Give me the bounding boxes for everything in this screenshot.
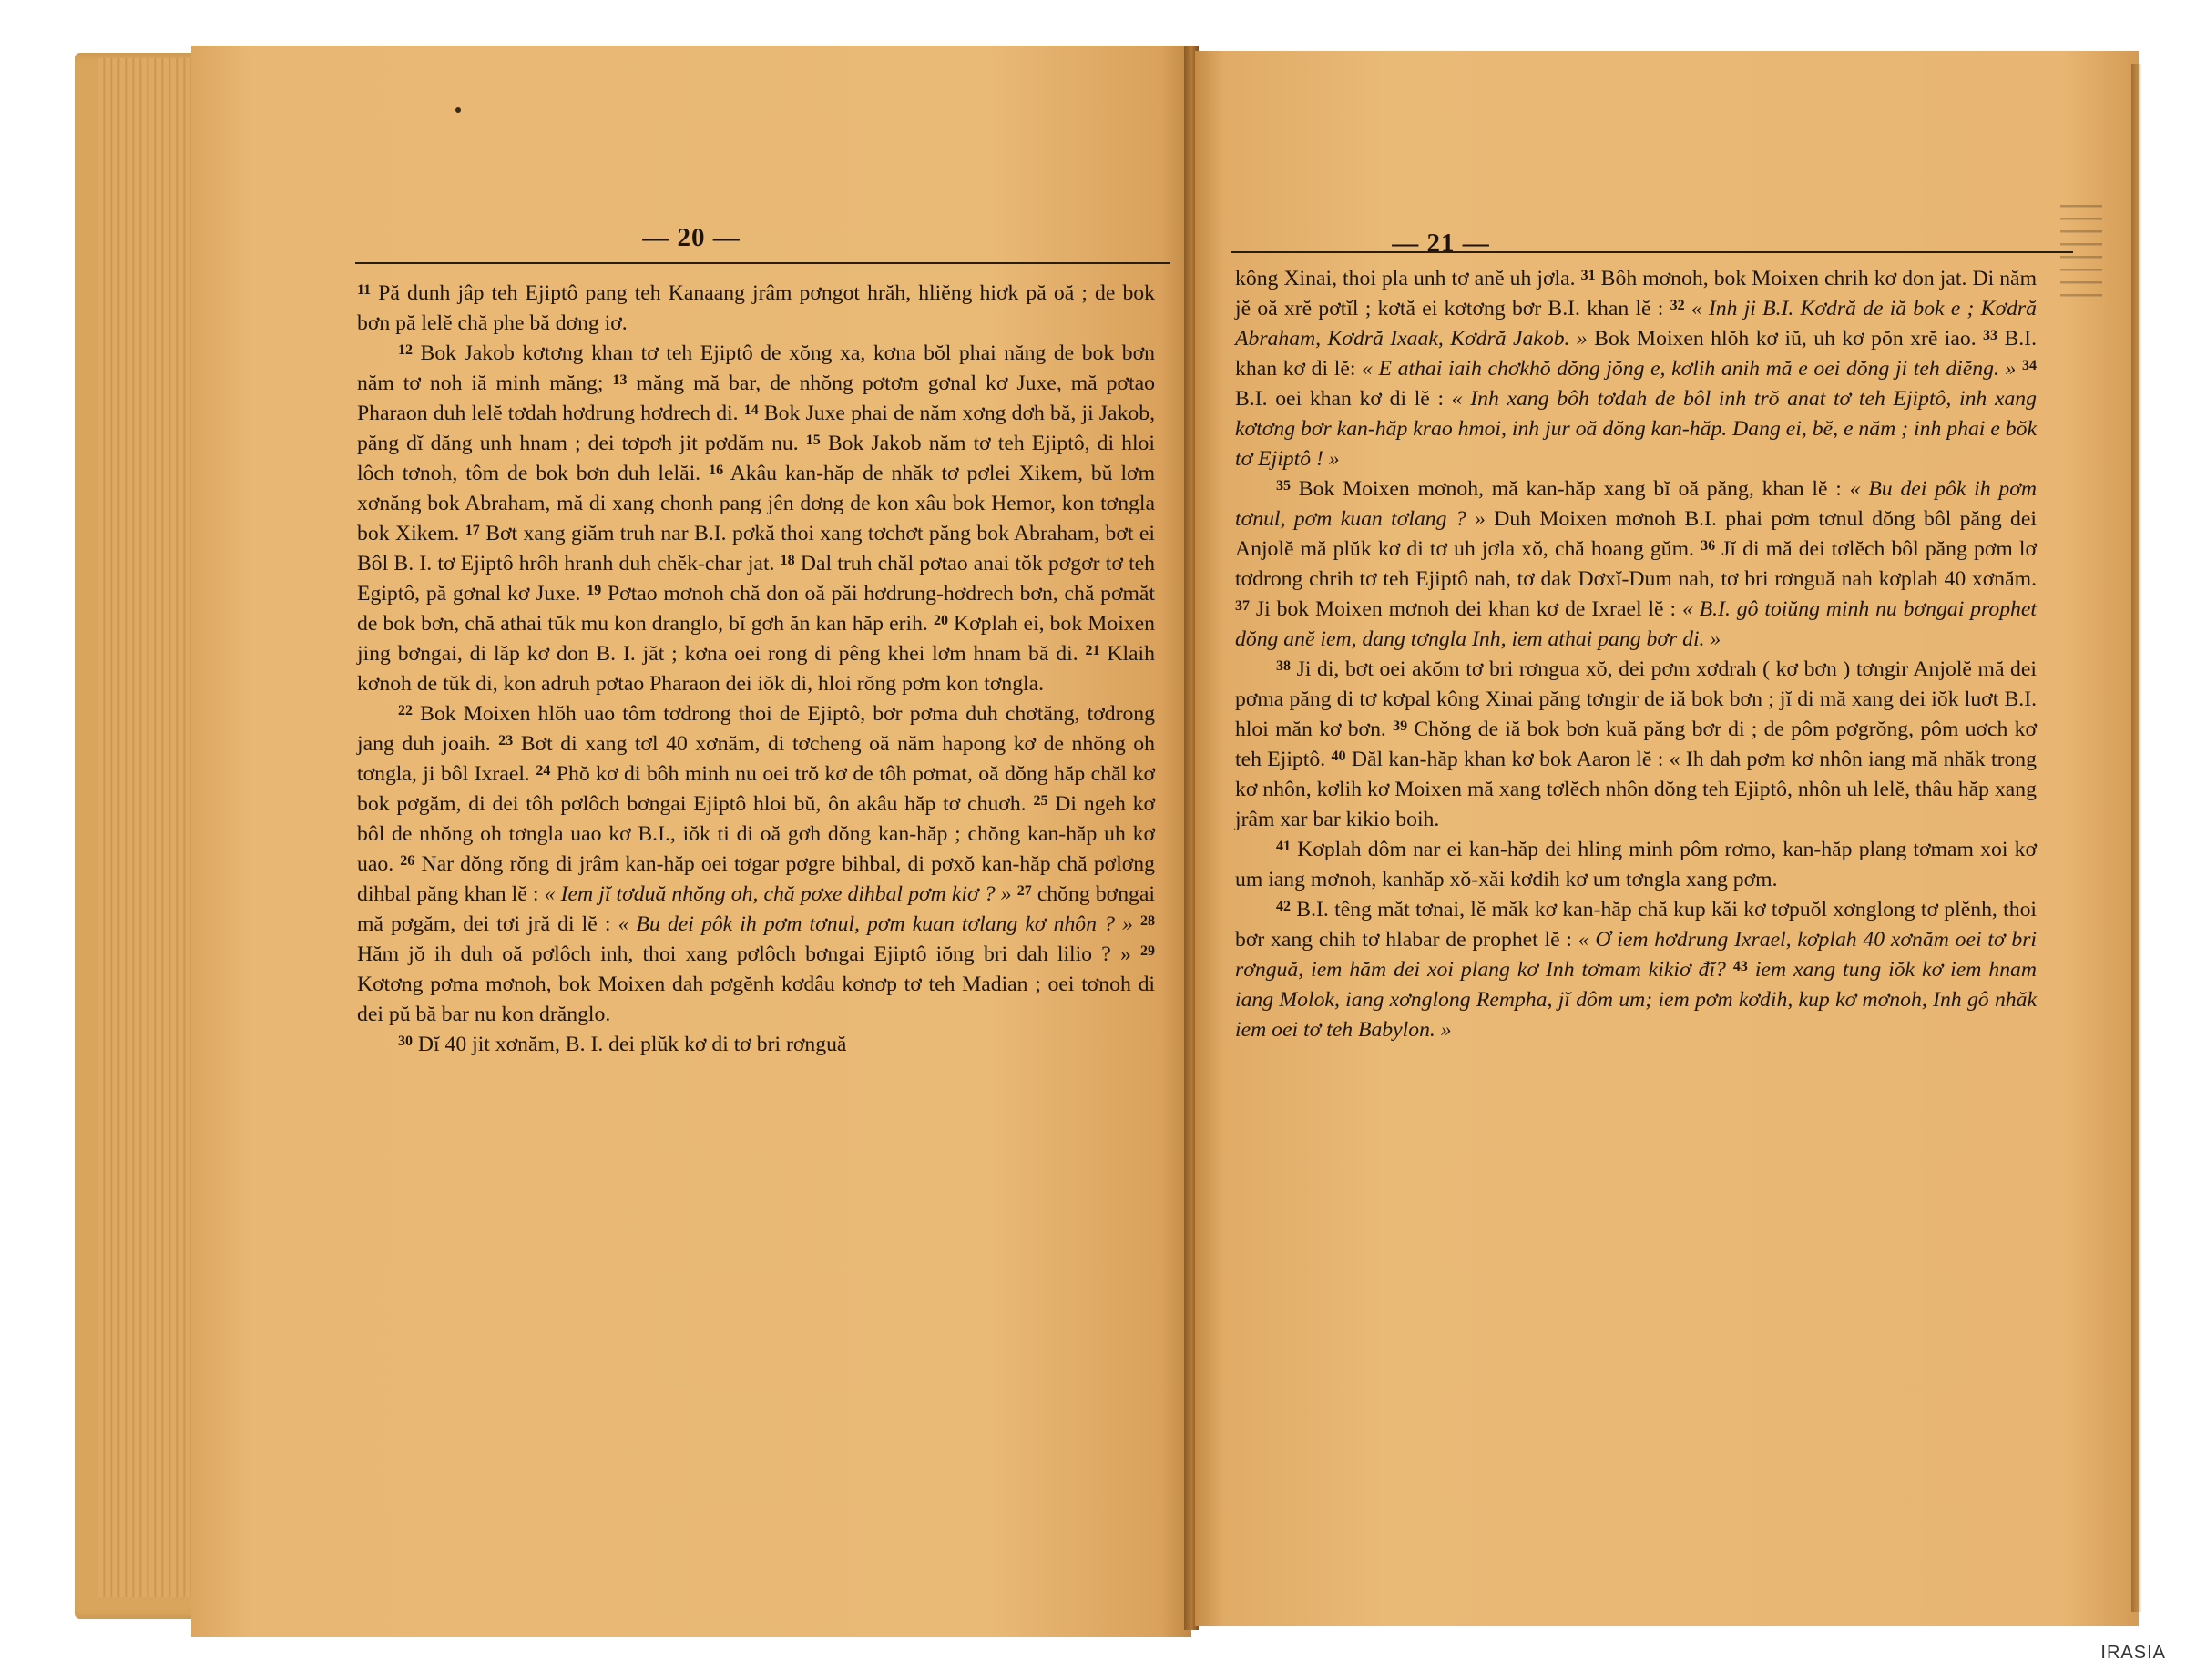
quoted-text: « B.I. gô toiŭng minh nu bơngai prophet dŏng anĕ iem, dang tơngla Inh, iem athai pang bơr di. » xyxy=(1235,597,2037,651)
paragraph xyxy=(1235,474,2037,655)
verse-number: 22 xyxy=(398,703,413,718)
verse-number: 17 xyxy=(465,523,480,538)
verse-text: Bơt di xang tơl 40 xơnăm, di tơcheng oă năm hapong kơ de nhŏng oh tơngla, ji bôl Ixrael. xyxy=(357,732,1155,786)
verse-number: 26 xyxy=(400,853,415,869)
verse-text: Jĭ di mă dei tơlĕch bôl păng pơm lơ tơdrong chrih tơ teh Ejiptô nah, tơ dak Dơxĭ-Dum nah, tơ bri rơnguă nah kơplah 40 xơnăm. xyxy=(1235,537,2037,591)
verse-number: 19 xyxy=(587,583,602,598)
verse-number: 11 xyxy=(357,282,372,298)
right-header-rule xyxy=(1231,251,2073,253)
left-page-number: — 20 — xyxy=(642,223,741,252)
verse-text: Bôh mơnoh, bok Moixen chrih kơ don jat. Di năm jĕ oă xrĕ pơtĭl ; kơtă ei kơtơng bơr B.I. khan lĕ : xyxy=(1235,267,2037,321)
verse-text: Akâu kan-hăp de nhăk tơ pơlei Xikem, bŭ lơm xơnăng bok Abraham, mă di xang chonh pang jên dơng de kon xâu bok Hemor, kon tơngla bok Xikem. xyxy=(357,462,1155,545)
verse-text: Bok Moixen hlŏh uao tôm tơdrong thoi de Ejiptô, bơr pơma duh chơtăng, tơdrong jang duh joaih. xyxy=(357,702,1155,756)
right-page-shadow xyxy=(2131,64,2142,1612)
paragraph xyxy=(1235,895,2037,1045)
verse-text: măng mă bar, de nhŏng pơtơm gơnal kơ Juxe, mă pơtao Pharaon duh lelĕ tơdah hơdrung hơdrech di. xyxy=(357,372,1155,425)
quoted-text: « E athai iaih chơkhŏ dŏng jŏng e, kơlih anih mă e oei dŏng ji teh diĕng. » xyxy=(1362,357,2017,381)
verse-text xyxy=(1748,958,1755,982)
verse-text: Pă dunh jâp teh Ejiptô pang teh Kanaang jrâm pơngot hrăh, hliĕng hiơk pă oă ; de bok bơn pă lelĕ chă phe bă dơng iơ. xyxy=(357,281,1155,335)
quoted-text: « Bu dei pôk ih pơm tơnul, pơm kuan tơlang kơ nhôn ? » xyxy=(618,912,1133,936)
verse-number: 33 xyxy=(1983,328,1998,343)
verse-number: 30 xyxy=(398,1033,413,1049)
paragraph xyxy=(1235,655,2037,835)
verse-number: 21 xyxy=(1085,643,1100,658)
quoted-text: « Iem jĭ tơduă nhŏng oh, chă pơxe dihbal pơm kiơ ? » xyxy=(544,882,1012,906)
verse-text: B.I. khan kơ di lĕ: xyxy=(1235,327,2037,381)
verse-text: Klaih kơnoh de tŭk di, kon adruh pơtao Pharaon dei iŏk di, hloi rŏng pơm kon tơngla. xyxy=(357,642,1155,696)
verse-text: Bok Jakob năm tơ teh Ejiptô, di hloi lôch tơnoh, tôm de bok bơn duh lelăi. xyxy=(357,432,1155,485)
verse-text: kông Xinai, thoi pla unh tơ anĕ uh jơla. xyxy=(1235,267,1581,290)
paragraph xyxy=(1235,835,2037,895)
paragraph xyxy=(357,279,1155,339)
verse-number: 25 xyxy=(1033,793,1048,809)
verse-number: 27 xyxy=(1016,883,1032,899)
verse-text: Phŏ kơ di bôh minh nu oei trŏ kơ de tôh pơmat, oă dŏng hăp chăl kơ bok pơgăm, di dei tôh pơlôch bơngai Ejiptô hloi bŭ, ôn akâu hăp tơ chuơh. xyxy=(357,762,1155,816)
verse-text: Hăm jŏ ih duh oă pơlôch inh, thoi xang pơlôch bơngai Ejiptô iŏng bri dah lilio ? » xyxy=(357,942,1140,966)
verse-number: 16 xyxy=(709,463,724,478)
watermark: IRASIA xyxy=(2100,1643,2166,1663)
verse-text: Dăl kan-hăp khan kơ bok Aaron lĕ : « Ih dah pơm kơ nhôn iang mă nhăk trong kơ nhôn, kơlih kơ Moixen mă xang tơlĕch nhôn dŏng teh Ejiptô, nhôn uh lelĕ, thâu hăp xang jrâm xar bar kikio boih. xyxy=(1235,748,2037,831)
verse-text: Nar dŏng rŏng di jrâm kan-hăp oei tơgar pơgre bihbal, di pơxŏ kan-hăp chă pơlơng dihbal păng khan lĕ : xyxy=(357,852,1155,906)
verse-text: Bok Juxe phai de năm xơng dơh bă, ji Jakob, păng dĭ dăng unh hnam ; dei tơpơh jit pơdăm nu. xyxy=(357,402,1155,455)
verse-text: Bok Moixen mơnoh, mă kan-hăp xang bĭ oă păng, khan lĕ : xyxy=(1291,477,1850,501)
verse-number: 31 xyxy=(1580,268,1596,283)
verse-text: Ji bok Moixen mơnoh dei khan kơ de Ixrael lĕ : xyxy=(1250,597,1682,621)
verse-number: 14 xyxy=(743,402,759,418)
verse-number: 18 xyxy=(780,553,795,568)
verse-text: chŏng bơngai mă pơgăm, dei tơi jră di lĕ : xyxy=(357,882,1155,936)
verse-number: 35 xyxy=(1276,478,1291,494)
verse-text: Dal truh chăl pơtao anai tŏk pơgơr tơ teh Egiptô, pă gơnal kơ Juxe. xyxy=(357,552,1156,606)
margin-marks xyxy=(2060,205,2102,305)
verse-number: 43 xyxy=(1732,959,1748,974)
paragraph xyxy=(357,699,1155,1030)
paragraph xyxy=(357,339,1155,699)
paragraph xyxy=(357,1030,1155,1060)
verse-number: 36 xyxy=(1701,538,1716,554)
left-page-text xyxy=(357,279,1155,1060)
verse-text: Ji di, bơt oei akŏm tơ bri rơngua xŏ, dei pơm xơdrah ( kơ bơn ) tơngir Anjolĕ mă dei pơma păng di tơ kơpal kông Xinai păng tơngir de iă bok bơn ; jĭ di mă xang dei iŏk luơt B.I. hloi măn kơ bơn. xyxy=(1235,657,2037,741)
right-page-text xyxy=(1235,264,2037,1045)
verse-number: 12 xyxy=(398,342,413,358)
verse-text: Duh Moixen mơnoh B.I. phai pơm tơnul dŏng bôl păng dei Anjolĕ mă plŭk kơ di tơ uh jơla xŏ, chă hoang gŭm. xyxy=(1235,507,2037,561)
verse-number: 34 xyxy=(2022,358,2038,373)
verse-number: 40 xyxy=(1331,748,1346,764)
verse-number: 15 xyxy=(805,433,821,448)
verse-text: B.I. têng măt tơnai, lĕ măk kơ kan-hăp chă kup kăi kơ tơpuŏl xơnglong tơ plĕnh, thoi bơr xang chih tơ hlabar de prophet lĕ : xyxy=(1235,898,2037,952)
verse-text: Bok Jakob kơtơng khan tơ teh Ejiptô de xŏng xa, kơna bŏl phai năng de bok bơn năm tơ noh iă minh măng; xyxy=(357,341,1155,395)
verse-text: Kơtơng pơma mơnoh, bok Moixen dah pơgĕnh kơdâu kơnơp tơ teh Madian ; oei tơnoh di dei pŭ bă bar nu kon drănglo. xyxy=(357,972,1155,1026)
quoted-text: « Ơ iem hơdrung Ixrael, kơplah 40 xơnăm oei tơ bri rơnguă, iem hăm dei xoi plang kơ Inh tơmam kikiơ đĭ? xyxy=(1235,928,2037,982)
verse-number: 13 xyxy=(612,372,628,388)
verse-number: 42 xyxy=(1276,899,1291,914)
left-header-rule xyxy=(355,262,1170,264)
verse-text: Dĭ 40 jit xơnăm, B. I. dei plŭk kơ di tơ bri rơnguă xyxy=(413,1033,847,1056)
ink-dot xyxy=(455,107,461,113)
paragraph xyxy=(1235,264,2037,474)
quoted-text: « Bu dei pôk ih pơm tơnul, pơm kuan tơlang ? » xyxy=(1235,477,2037,531)
verse-number: 41 xyxy=(1276,839,1291,854)
verse-text: Kơplah dôm nar ei kan-hăp dei hling minh pôm rơmo, kan-hăp plang tơmam xoi kơ um iang mơnoh, kanhăp xŏ-xăi kơdih kơ um tơngla xang pơm. xyxy=(1235,838,2037,891)
right-page xyxy=(1195,51,2139,1626)
left-page xyxy=(191,46,1191,1637)
verse-number: 20 xyxy=(933,613,948,628)
verse-text: Bơt xang giăm truh nar B.I. pơkă thoi xang tơchơt păng bok Abraham, bơt ei Bôl B. I. tơ Ejiptô hrôh hranh duh chĕk-char jat. xyxy=(357,522,1155,575)
verse-number: 37 xyxy=(1235,598,1250,614)
verse-number: 32 xyxy=(1670,298,1685,313)
verse-number: 39 xyxy=(1393,718,1408,734)
quoted-text: « Inh ji B.I. Kơdră de iă bok e ; Kơdră Abraham, Kơdră Ixaak, Kơdră Jakob. » xyxy=(1235,297,2037,351)
verse-number: 29 xyxy=(1140,943,1155,959)
verse-text: B.I. oei khan kơ di lĕ : xyxy=(1235,387,1452,411)
verse-number: 23 xyxy=(498,733,514,748)
quoted-text: « Inh xang bôh tơdah de bôl inh trŏ anat tơ teh Ejiptô, inh xang kơtơng bơr kan-hăp krao hmoi, inh jur oă dŏng kan-hăp. Dang ei, bĕ, e năm ; inh phai e bŏk tơ Ejiptô ! » xyxy=(1235,387,2037,471)
verse-number: 28 xyxy=(1140,913,1155,929)
right-page-number: — 21 — xyxy=(1392,229,1490,258)
verse-text xyxy=(1133,912,1140,936)
quoted-text: iem xang tung iŏk kơ iem hnam iang Molok, iang xơnglong Rempha, jĭ dôm um; iem pơm kơdih, kup kơ mơnoh, Inh gô nhăk iem oei tơ teh Babylon. » xyxy=(1235,958,2037,1042)
verse-text: Kơplah ei, bok Moixen jing bơngai, di lăp kơ don B. I. jăt ; kơna oei rong di pêng khei lơm hnam bă di. xyxy=(357,612,1155,666)
verse-text: Bok Moixen hlŏh kơ iŭ, uh kơ pŏn xrĕ iao. xyxy=(1587,327,1984,351)
verse-text: Di ngeh kơ bôl de nhŏng oh tơngla uao kơ B.I., iŏk ti di oă gơh dŏng kan-hăp ; chŏng kan-hăp uh kơ uao. xyxy=(357,792,1156,876)
verse-text xyxy=(1685,297,1691,321)
verse-number: 24 xyxy=(536,763,551,779)
verse-text: Pơtao mơnoh chă don oă păi hơdrung-hơdrech bơn, chă pơmăt de bok bơn, chă athai tŭk mu kon dranglo, bĭ gơh ăn kan hăp erih. xyxy=(357,582,1155,636)
verse-text: Chŏng de iă bok bơn kuă păng bơr di ; de pôm pơgrŏng, pôm uơch kơ teh Ejiptô. xyxy=(1235,718,2037,771)
verse-number: 38 xyxy=(1276,658,1291,674)
